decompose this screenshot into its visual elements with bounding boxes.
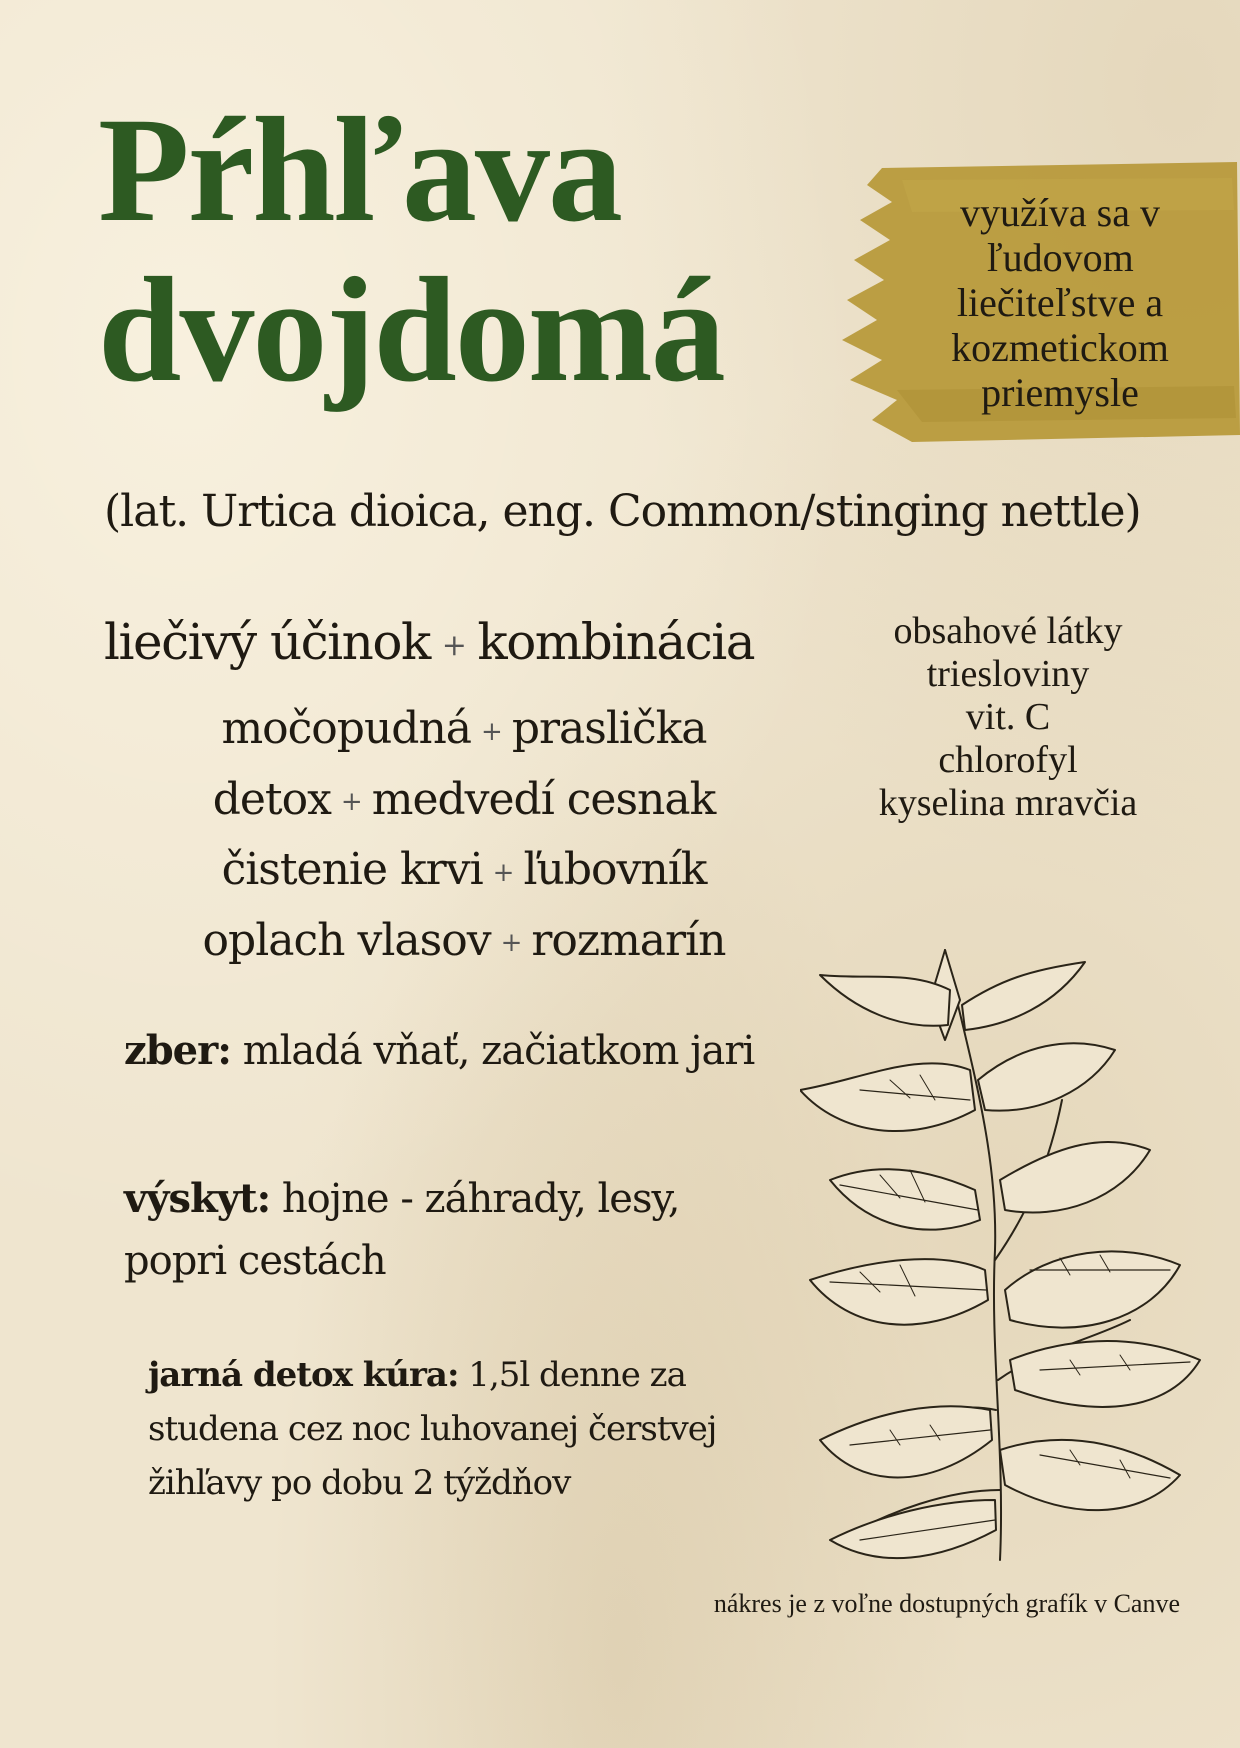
occurrence-text: hojne - záhrady, lesy, popri cestách [124,1176,680,1284]
effect-row [104,907,824,978]
effect-row [104,695,824,766]
footnote: nákres je z voľne dostupných grafík v Canve [713,1589,1180,1618]
harvest-text: mladá vňať, začiatkom jari [230,1028,755,1074]
effect-combo: ľubovník [523,844,707,895]
effects-heading [104,612,824,676]
effects-heading-right: kombinácia [477,613,755,671]
badge-line: využíva sa v [960,190,1160,235]
badge-line: liečiteľstve a [956,280,1164,325]
occurrence-label: výskyt: [124,1175,271,1222]
plus-sign: + [441,628,466,663]
effect-row [104,836,824,907]
detox-label: jarná detox kúra: [148,1355,459,1395]
plus-sign: + [500,928,522,958]
plus-sign: + [340,787,362,817]
harvest-label: zber: [124,1027,231,1074]
effect-name: detox [212,773,331,825]
badge-line: ľudovom [986,235,1134,280]
substance-item: vit. C [965,696,1051,738]
plus-sign: + [492,857,514,888]
substance-item: kyselina mravčia [878,782,1138,824]
badge-line: kozmetickom [951,325,1169,370]
latin-name: (lat. Urtica dioica, eng. Common/stinging nettle) [104,486,1141,537]
occurrence-info [124,1168,764,1292]
effect-combo: rozmarín [531,914,726,966]
page-title [98,87,858,413]
effect-name: oplach vlasov [202,914,491,966]
effect-combo: medvedí cesnak [371,773,716,825]
nettle-illustration-icon [800,930,1220,1570]
effect-name: močopudná [221,703,472,754]
effect-combo: praslička [511,703,707,754]
detox-text: 1,5l denne za studena cez noc luhovanej čerstvej žihľavy po dobu 2 týždňov [148,1355,717,1503]
badge-line: priemysle [981,370,1139,415]
usage-badge [910,190,1210,415]
detox-info [148,1348,788,1510]
substance-item: triesloviny [926,653,1090,695]
title-line-1: Pŕhľava [98,87,621,253]
substances-heading: obsahové látky [893,610,1123,652]
effects-list [104,695,824,977]
plus-sign: + [481,716,502,747]
substances-list [838,610,1178,825]
substance-item: chlorofyl [938,739,1078,781]
effect-row [104,766,824,837]
harvest-info [124,1020,764,1082]
title-line-2: dvojdomá [98,247,724,413]
effect-name: čistenie krvi [221,844,483,895]
effects-heading-left: liečivý účinok [104,613,430,671]
